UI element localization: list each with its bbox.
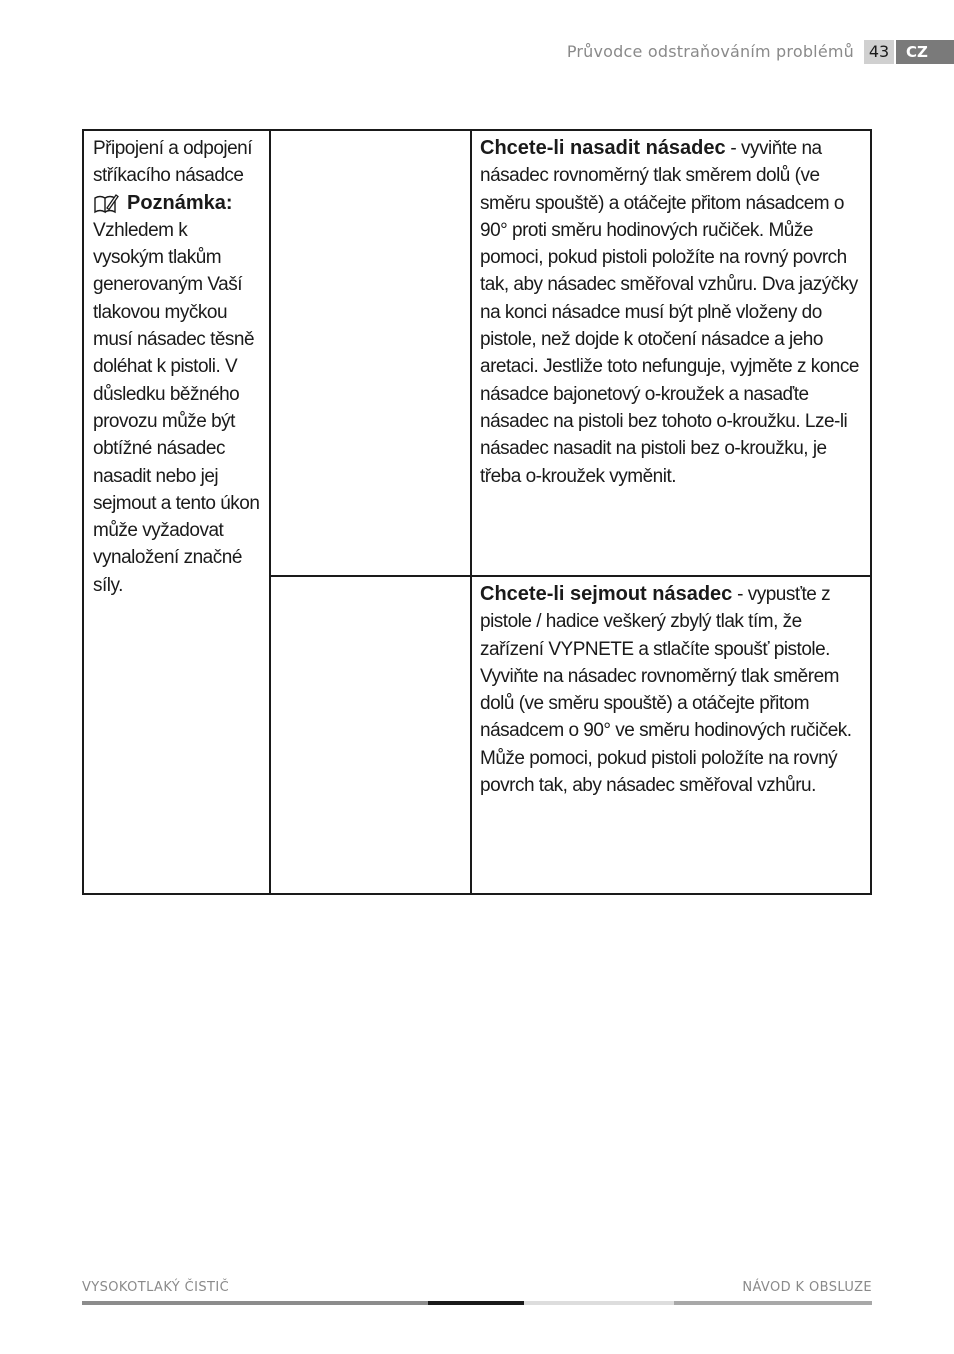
footer-bar-segment bbox=[82, 1301, 428, 1305]
language-badge: CZ bbox=[896, 40, 954, 64]
cause-cell bbox=[270, 130, 471, 576]
footer-manual-name: NÁVOD K OBSLUZE bbox=[742, 1280, 872, 1295]
solution-text: - vypusťte z pistole / hadice veškerý zbylý tlak tím, že zařízení VYPNETE a stlačíte spoušť pistole. Vyviňte na násadec rovnoměrný tlak směrem dolů (ve směru spouště) a otáčejte přitom násadcem o 90° ve směru hodinových ručiček. Může pomoci, pokud pistoli položíte na rovný povrch tak, aby násadec směřoval vzhůru. bbox=[480, 584, 852, 797]
note-label: Poznámka: bbox=[127, 191, 233, 214]
solution-text: - vyviňte na násadec rovnoměrný tlak směrem dolů (ve směru spouště) a otáčejte přitom násadcem o 90° proti směru hodinových ručiček. Může pomoci, pokud pistoli položíte na rovný povrch tak, aby násadec směřoval vzhůru. Dva jazýčky na konci násadce musí být plně vloženy do pistole, než dojde k otočení násadce a jeho aretaci. Jestliže toto nefunguje, vyjměte z konce násadce bajonetový o-kroužek a nasaďte násadec na pistoli bez tohoto o-kroužku. Lze-li násadec nasadit na pistoli bez o-kroužku, je třeba o-kroužek vyměnit. bbox=[480, 138, 859, 487]
note-pencil-icon bbox=[93, 192, 119, 214]
problem-title: Připojení a odpojení stříkacího násadce bbox=[93, 138, 253, 187]
footer-bar-segment bbox=[674, 1301, 872, 1305]
header-title: Průvodce odstraňováním problémů bbox=[566, 42, 854, 61]
footer-bar-segment bbox=[428, 1301, 524, 1305]
page-number: 43 bbox=[864, 40, 894, 64]
cause-cell bbox=[270, 576, 471, 894]
solution-lead: Chcete-li nasadit násadec bbox=[480, 137, 726, 159]
solution-cell bbox=[471, 576, 871, 894]
note-heading bbox=[93, 190, 261, 217]
solution-lead: Chcete-li sejmout násadec bbox=[480, 583, 733, 605]
table-row bbox=[83, 130, 871, 576]
solution-cell bbox=[471, 130, 871, 576]
note-text: Vzhledem k vysokým tlakům generovaným Vaší tlakovou myčkou musí násadec těsně doléhat k pistoli. V důsledku běžného provozu může být obtížné násadec nasadit nebo jej sejmout a tento úkon může vyžadovat vynaložení značné síly. bbox=[93, 219, 260, 596]
problem-cell bbox=[83, 130, 270, 894]
footer-bar-segment bbox=[524, 1301, 674, 1305]
troubleshooting-table bbox=[82, 129, 872, 895]
footer-product-name: VYSOKOTLAKÝ ČISTIČ bbox=[82, 1280, 230, 1295]
